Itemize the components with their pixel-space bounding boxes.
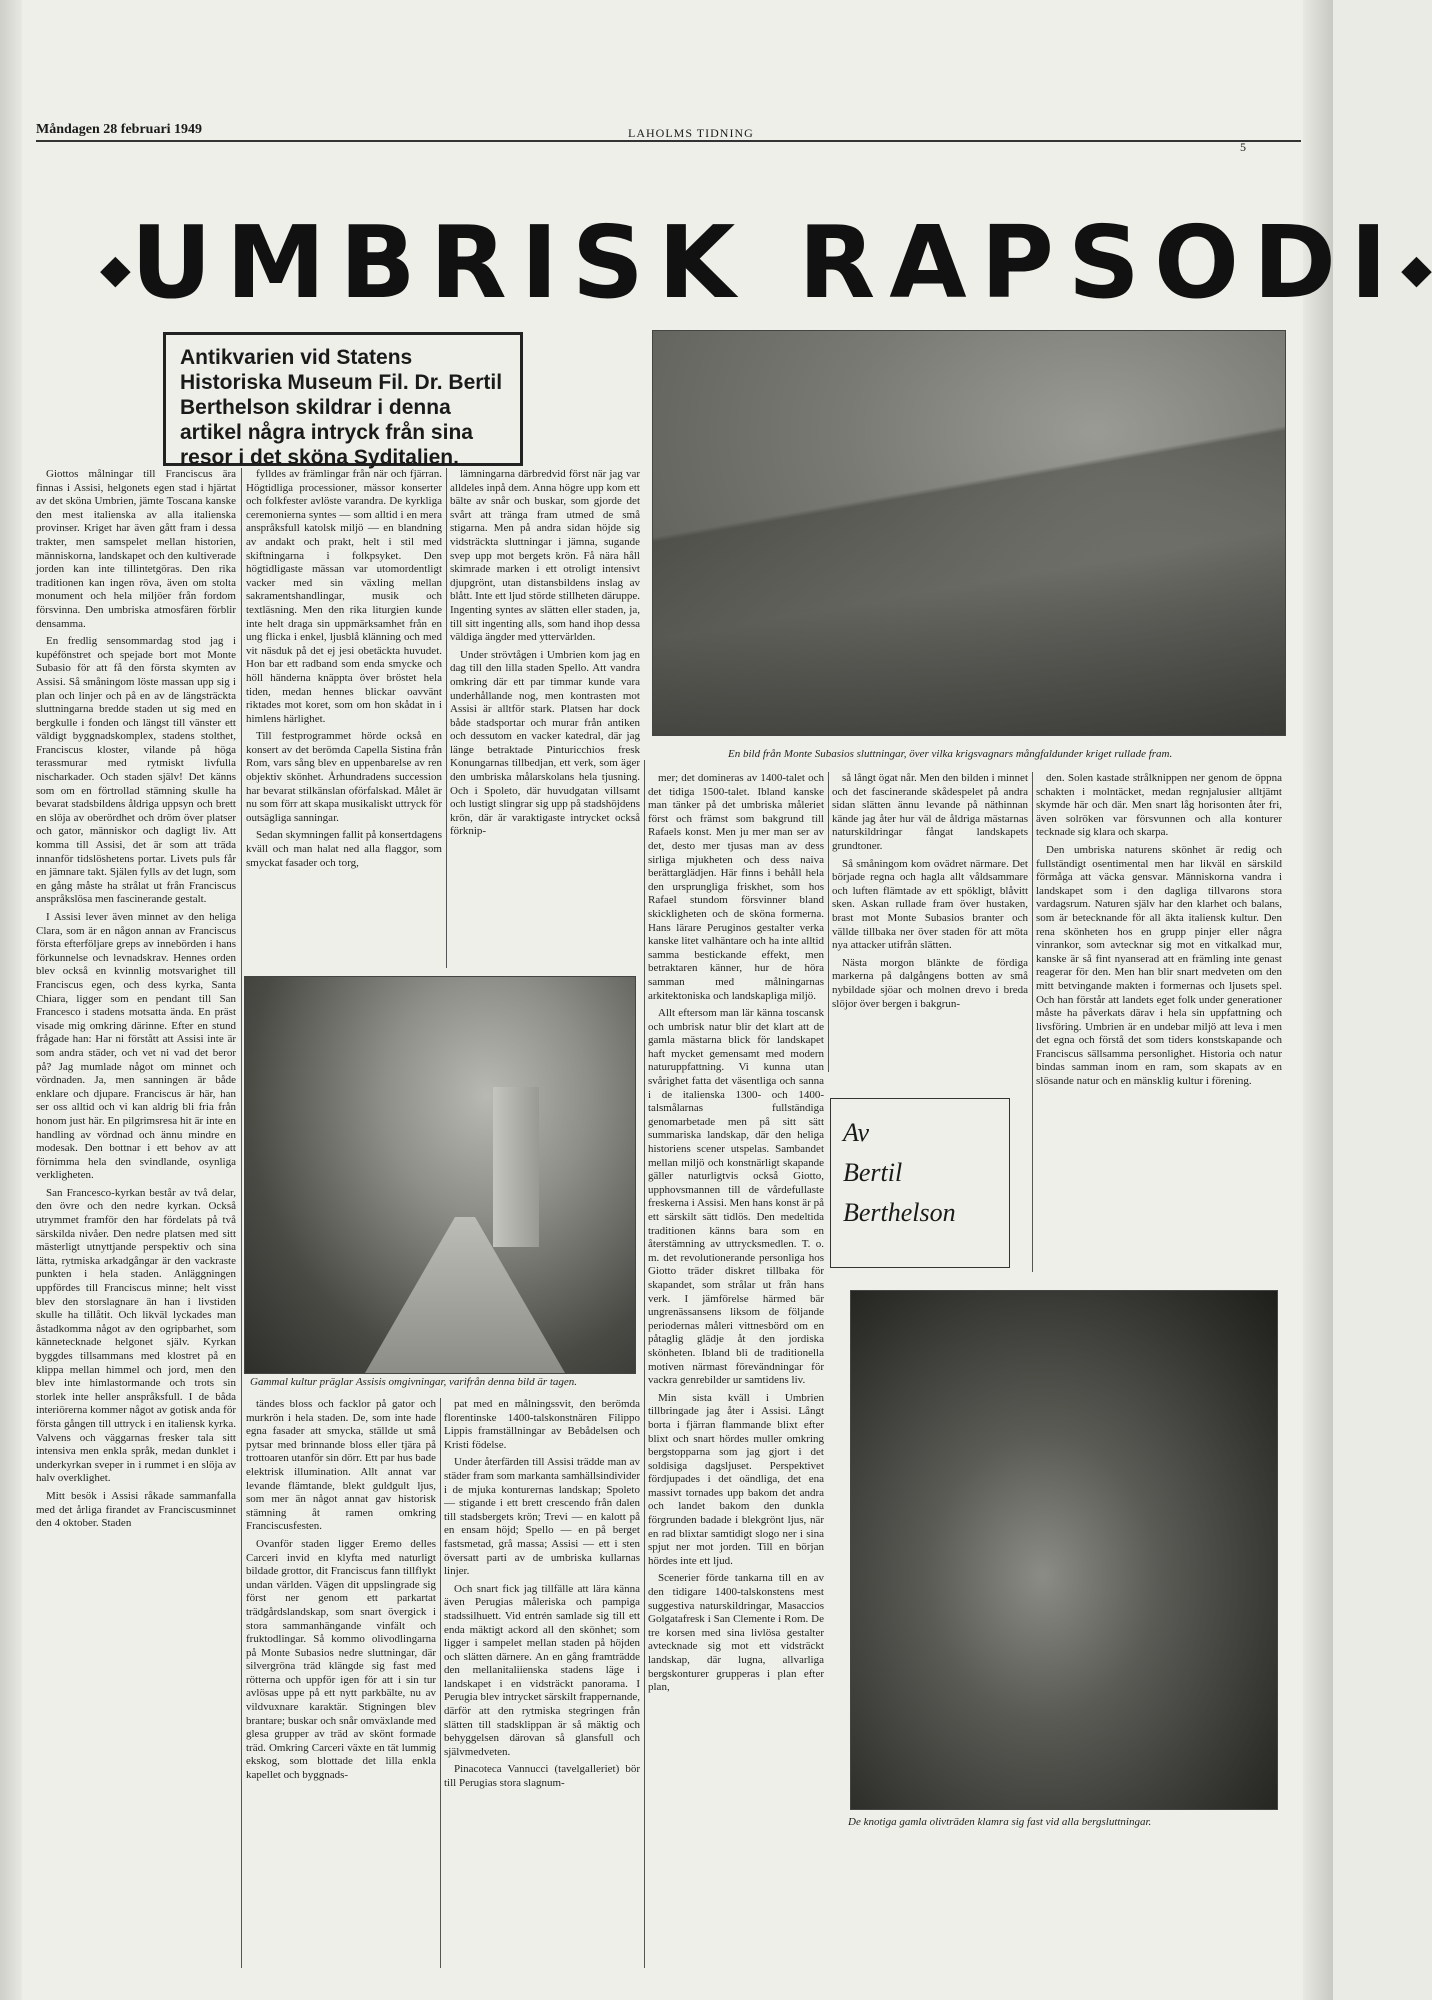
caption-hill: En bild från Monte Subasios sluttningar, över vilka krigsvagnars mångfaldunder kriget rullade fram.: [728, 748, 1173, 760]
col4-paragraph: Allt eftersom man lär känna toscansk och umbrisk natur blir det klart att de gamla mästarna blick för landskapet haft mycket gemensamt med modern naturuppfattning. Vi kunna utan svårighet fatta det väsentliga och sanna i de italienska 1300- och 1400-talsmålarnas fullständiga genomarbetade men på sitt sätt summariska landskap, där den heliga historiens scener utspelas. Sambandet mellan miljö och konstnärligt skapande gäller naturligtvis också Giotto, upphovsmannen till de vårdefullaste freskerna i Assisi. Men hans konst är på ett särskilt sätt tidlös. Den medeltida traditionen känns bara som en återstämning av uttrycksmedlen. T. o. m. det revolutionerande personliga hos Giotto träder diskret tillbaka för skapandet, som strålar ut från hans verk. I jämförelse härmed bär ungrenässansens liksom de följande periodernas måleri vittnesbörd om en påtaglig glädje åt den jordiska skönheten. Ibland bli de traditionella motiven närmast förevändningar för vackra genrebilder ur samtidens liv.: [648, 1007, 824, 1387]
col2-paragraph: fylldes av främlingar från när och fjärran. Högtidliga processioner, mässor konserter och folkfester avlöste varandra. De kyrkliga ceremonierna syntes — som alltid i en mera anspråksfull katolsk miljö — en blandning av andakt och prakt, helt i stil med skiftningarna i folkpsyket. Den högtidligaste mässan var utomordentligt vacker med sin växling mellan sakramentshandlingar, musik och textläsning. Men den rika liturgien kunde inte helt draga sin uppmärksamhet från en ung flicka i enkel, ljusblå klänning och med vit näsduk på det ej jesi obetäckta huvudet. Hon bar ett radband som enda smycke och höll händerna knäppta över bröstet hela tiden, medan hennes blickar oavvänt riktades mot koret, som om hon skådat in i himlens härlighet.: [246, 468, 442, 725]
column-4: [648, 772, 824, 1772]
lede-box: Antikvarien vid Statens Historiska Museum Fil. Dr. Bertil Berthelson skildrar i denna artikel några intryck från sina resor i det sköna Syditalien.: [163, 332, 523, 466]
col5-paragraph: så långt ögat når. Men den bilden i minnet och det fascinerande skådespelet på andra sidan slätten ännu levande på näthinnan kände jag åter hur väl de åldriga mästarnas naturskildringar fångat landskapets grundtoner.: [832, 772, 1028, 852]
col1-paragraph: Giottos målningar till Franciscus ära finnas i Assisi, helgonets egen stad i hjärtat av det sköna Umbrien, jämte Toscana kanske den mest italienska av alla italienska provinser. Kriget har även gått fram i dessa trakter, men samspelet mellan historien, människorna, landskapet och den kultiverade jorden kan inte tillintetgöras. Den rika traditionen kan ingen röva, även om stolta monument och hela miljöer från fordom försvinna. Den umbriska atmosfären förblir densamma.: [36, 468, 236, 630]
col3-paragraph: lämningarna därbredvid först när jag var alldeles inpå dem. Anna högre upp kom ett bälte av snår och buskar, som gjorde det svårt att tränga fram utmed de små stigarna. Men på andra sidan höjde sig vidsträckta sluttningar i jämna, sugande svep upp mot bergets krön. Få nära håll skimrade marken i ett otroligt intensivt djupgrönt, utan distansbildens inslag av blått. Inte ett ljud störde stillheten däruppe. Ingenting syntes av slätten eller staden, ja, till sitt ingenting alls, som hand ihop dessa väldiga ängder med yttervärlden.: [450, 468, 640, 644]
col1-paragraph: Mitt besök i Assisi råkade sammanfalla med det årliga firandet av Franciscusminnet den 4 oktober. Staden: [36, 1489, 236, 1530]
byline-prefix: Av: [843, 1118, 869, 1147]
article-headline: [100, 204, 1432, 321]
newspaper-name: LAHOLMS TIDNING: [628, 126, 754, 140]
col1-paragraph: San Francesco-kyrkan består av två delar, den övre och den nedre kyrkan. Också utrymmet framför den har fördelats på två särskilda nivåer. Den nedre platsen med sitt mästerligt utnyttjande perspektiv och sina lätta, rytmiska arkadgångar är den vackraste punkten i hela staden. Anläggningen uppfördes till Franciscus minne; helt visst blev den storslagnare än han i livstiden skulle ha tillåtit. Och likväl lyckades man åstadkomma något av den ogripbarhet, som kännetecknade helgonet själv. Kyrkan byggdes tillsammans med klostret på en klippa mellan himmel och jord, men den blev inte himlastormande och trots sin storlek inte heller anspråksfull. I de båda interiörerna kommer något av gotisk anda för första gången till uttryck i en italiensk kyrka. Valvens och väggarnas fresker tala sitt intensiva men enkla språk, medan dunklet i underkyrkan sveper in i rummet i en slöja av halv overklighet.: [36, 1186, 236, 1485]
headline-text: UMBRISK RAPSODI: [130, 204, 1402, 321]
col6-paragraph: Den umbriska naturens skönhet är redig och fullständigt osentimental men har likväl en särskild förmåga att väcka gensvar. Människorna vandra i landskapet som i den dagliga tillvarons stora vardagsrum. Naturen själv har den klarhet och balans, som är betecknande för all äkta italiensk kultur. Den rena skönheten hos en grupp pinjer eller några vinrankor, som avtecknar sig mot en vitkalkad mur, kanske är så fint nyanserad att en främling inte genast reagerar för den. Men han blir snart medveten om den mitt betvingande makten i formernas och ljusets spel. Och han förstår att landets eget folk under generationer måste ha påverkats därav i hela sin uppfattning och livsföring. Umbrien är en undebar miljö att leva i men det egna och förstå det som tiders konstskapande och Franciscus sällsamma personlighet. Historia och natur bindas samman inom en ram, som skapats av en slösande natur och en mänsklig kultur i förening.: [1036, 843, 1282, 1088]
col4-paragraph: Scenerier förde tankarna till en av den tidigare 1400-talskonstens mest suggestiva naturskildringar, Masaccios Golgatafresk i San Clemente i Rom. De tre korsen med sina livlösa gestalter avtecknade sig mot ett vidsträckt landskap, där lugna, allvarliga bergskonturer grupperas i plan efter plan,: [648, 1572, 824, 1694]
col4-paragraph: mer; det domineras av 1400-talet och det tidiga 1500-talet. Ibland kanske man tänker på det umbriska måleriet först och främst som bakgrund till Rafaels konst. Men ju mer man ser av det, desto mer tjusas man av dess sirliga mjukheten och dess naiva berättarglädjen. Här finns i behåll hela den ursprungliga friskhet, som hos Rafael stundom försvinner bland skickligheten och de sköna formerna. Hans lärare Peruginos gestalter verka kanske litet valhäntare och ha inte alltid samma bestickande effekt, men betraktaren känner, hur de höra samman med målningarnas arkitektoniska och landskapliga miljö.: [648, 772, 824, 1002]
col5-paragraph: Nästa morgon blänkte de fördiga markerna på dalgångens botten av små nybildade sjöar och molnen drevo i breda slöjor över bergen i bakgrun-: [832, 956, 1028, 1010]
col3b-paragraph: pat med en målningssvit, den berömda florentinske 1400-talskonstnären Filippo Lippis framställningar av Bebådelsen och Kristi födelse.: [444, 1398, 640, 1451]
col3b-paragraph: Under återfärden till Assisi trädde man av städer fram som markanta samhällsindivider i de mjuka konturernas landskap; Spoleto — stigande i ett brett crescendo från dalen till stadsbergets krön; Trevi — en kalott på en ensam höjd; Spello — en på berget fastsmetad, grå massa; Assisi — ett i sten översatt parti av de umbriska kullarnas linjer.: [444, 1456, 640, 1578]
col2b-paragraph: Ovanför staden ligger Eremo delles Carceri invid en klyfta med naturligt bildade grottor, dit Franciscus fann tillflykt undan världen. Vägen dit uppslingrade sig först ner genom ett parkartat trädgårdslandskap, som snart övergick i stora sammanhängande vinfält och fruktodlingar. Så kommo olivodlingarna på Monte Subasios nedre sluttningar, där silvergröna träd klängde sig fast med rötterna och uppför igen för att i sin tur avlösas uppe på ett nytt parkbälte, nu av vildvuxnare karaktär. Stigningen blev brantare; buskar och snår omväxlande med glesa grupper av träd av skönt formade träd. Omkring Carceri växte en tät lummig ekskog, som blottade det lilla enkla kapellet och byggnads-: [246, 1537, 436, 1782]
col3-paragraph: Under strövtågen i Umbrien kom jag en dag till den lilla staden Spello. Att vandra omkring där ett par timmar kunde vara underhållande nog, men kontrasten mot Assisi är alltför stark. Platsen har dock både stadsportar och murar från antiken och dessutom en vacker katedral, där jag länge betraktade Pinturicchios fresk Konungarnas tillbedjan, ett verk, som äger den umbriska målarskolans hela tjusning. Och i Spoleto, där huvudgatan villsamt och lustigt slingrar sig upp på stadshöjdens krön, där är varaktigaste intrycket också förknip-: [450, 648, 640, 838]
column-rule: [446, 468, 447, 968]
photo-assisi-road: [244, 976, 636, 1374]
col1-paragraph: I Assisi lever även minnet av den heliga Clara, som är en någon annan av Franciscus första efterföljare greps av innebörden i hans förkunnelse och levnadskrav. Hennes orden blev också en kvinnlig motsvarighet till Franciscus egen, och dess kyrka, Santa Chiara, ligger som en pendant till San Francesco i stadens motsatta ända. En präst visade mig omkring därinne. Efter en stund frågade han: Har ni förstått att Assisi inte är som andra städer, och vet ni vad det beror på? Jag mumlade något om minnet och vördnaden. Ja, men sanningen är både enklare och djupare. Franciscus är här, han ser oss alltid och vi kan aldrig bli fria från honom just här. En pilgrimsresa hit är inte en handling av vördnad och ännu mindre en modesak. Den bottnar i ett behov av att förnimma hela den svindlande, osynliga verkligheten.: [36, 911, 236, 1182]
byline-first-name: Bertil: [843, 1158, 903, 1187]
headline-ornament-right: ◆: [1401, 246, 1432, 293]
column-5: [832, 772, 1028, 1090]
headline-ornament-left: ◆: [100, 246, 131, 293]
header-rule: [36, 140, 1301, 142]
photo-olive-trees: [850, 1290, 1278, 1810]
col2b-paragraph: tändes bloss och facklor på gator och murkrön i hela staden. De, som inte hade egna fasader att smycka, ställde ut små pytsar med brinnande bloss eller tjära på trottoaren utanför sin dörr. Ett par hus bade elektrisk illumination. Allt annat var levande flämtande, blekt guldgult ljus, som mer än något annat gav historisk stämning åt ramen omkring Franciscusfesten.: [246, 1398, 437, 1533]
page-edge-left: [0, 0, 22, 2000]
column-rule: [644, 760, 645, 1968]
byline-box: [830, 1098, 1010, 1268]
column-rule: [241, 468, 242, 1968]
column-1: [36, 468, 236, 1968]
col6-paragraph: den. Solen kastade strålknippen ner genom de öppna schakten i molntäcket, medan regnjalusier alltjämt skymde här och där. Men snart låg horisonten åter fri, även solröken var försvunnen och alla konturer tecknade sig klara och skarpa.: [1036, 772, 1282, 839]
col3b-paragraph: Och snart fick jag tillfälle att lära känna även Perugias måleriska och pampiga stadssilhuett. Vid entrén samlade sig till ett enda mäktigt ackord all den skönhet; som ligger i sampelet mellan staden på höjden och slätten därnere. An en gång framträdde den mellanitaliienska stadens läge i landskapet i en vidsträckt panorama. I Perugia blev intrycket särskilt frappernande, därför att den rytmiska stegringen från slätten till stadsklippan är så mäktig och behyggelsen därovan så glansfull och självmedveten.: [444, 1582, 640, 1758]
col2-paragraph: Sedan skymningen fallit på konsertdagens kväll och man halat ned alla flaggor, som smyckat fasader och torg,: [246, 829, 442, 869]
column-3-top: [450, 468, 640, 968]
photo-monte-subasio: [652, 330, 1286, 736]
byline-last-name: Berthelson: [843, 1198, 956, 1227]
page-number: 5: [1240, 140, 1246, 154]
column-rule: [1032, 772, 1033, 1272]
caption-town: Gammal kultur präglar Assisis omgivningar, varifrån denna bild är tagen.: [250, 1376, 578, 1388]
caption-olive: De knotiga gamla olivträden klamra sig fast vid alla bergsluttningar.: [848, 1816, 1152, 1828]
column-6: [1036, 772, 1282, 1278]
column-2-bottom: [246, 1398, 436, 1968]
column-2-top: [246, 468, 442, 968]
col3b-paragraph: Pinacoteca Vannucci (tavelgalleriet) bör till Perugias stora slagnum-: [444, 1763, 640, 1790]
column-rule: [828, 772, 829, 1072]
issue-date: Måndagen 28 februari 1949: [36, 122, 203, 137]
col4-paragraph: Min sista kväll i Umbrien tillbringade jag åter i Assisi. Långt borta i fjärran flammande blixt efter blixt och snart hördes muller omkring bergstopparna som jag gjort i det soldisiga dagsljuset. Perspektivet fördjupades i det oändliga, det ena massivt tornades upp bakom det andra och landet bakom den dunkla förgrunden badade i blekgrönt ljus, när en rad blixtar samtidigt slogo ner i sina spjut ner mot jorden. Till en början hördes inte ett ljud.: [648, 1391, 824, 1567]
col2-paragraph: Till festprogrammet hörde också en konsert av det berömda Capella Sistina från Rom, vars sång blev en uppenbarelse av ren objektiv skönhet. Århundradens succession har bevarat stilkänslan oförfalskad. Målet är nu som förr att skapa musikaliskt uttryck för outsägliga sanningar.: [246, 730, 442, 824]
col5-paragraph: Så småningom kom ovädret närmare. Det började regna och hagla allt våldsammare och luften flämtade av ett spökligt, blåvitt sken. Askan rullade fram över hustaken, brast mot Monte Subasios branter och vällde tillbaka ner över staden för att möta nya attacker utifrån slätten.: [832, 857, 1028, 952]
column-3-bottom: [444, 1398, 640, 1968]
column-rule: [440, 1398, 441, 1968]
photo-tower-shape: [493, 1087, 539, 1247]
col1-paragraph: En fredlig sensommardag stod jag i kupéfönstret och spejade bort mot Monte Subasio för att få den första skymten av Assisi. Så småningom löste massan upp sig i plan och linjer och på en av de längsträckta sluttningarna bredde staden ut sig med en bergkulle i fonden och längst till vänster ett väldigt byggnadskomplex, stadens stolthet, Franciscus kloster, vilande på höga terassmurar med rytmiskt livfulla nischarkader. Och staden själv! Det känns som om en förtrollad stämning skulle ha bevarat stadsbildens åldriga uppsyn och brett en slöja av oberördhet och dröm över platser och gator, människor och dagligt liv. Att komma till Assisi, det är som att träda innanför tidslöshetens portar. Livets puls får en jämnare takt. Själen fylls av det lugn, som en gång måste ha strålat ut från Franciscus anspråkslösa men fascinerande gestalt.: [36, 635, 236, 906]
